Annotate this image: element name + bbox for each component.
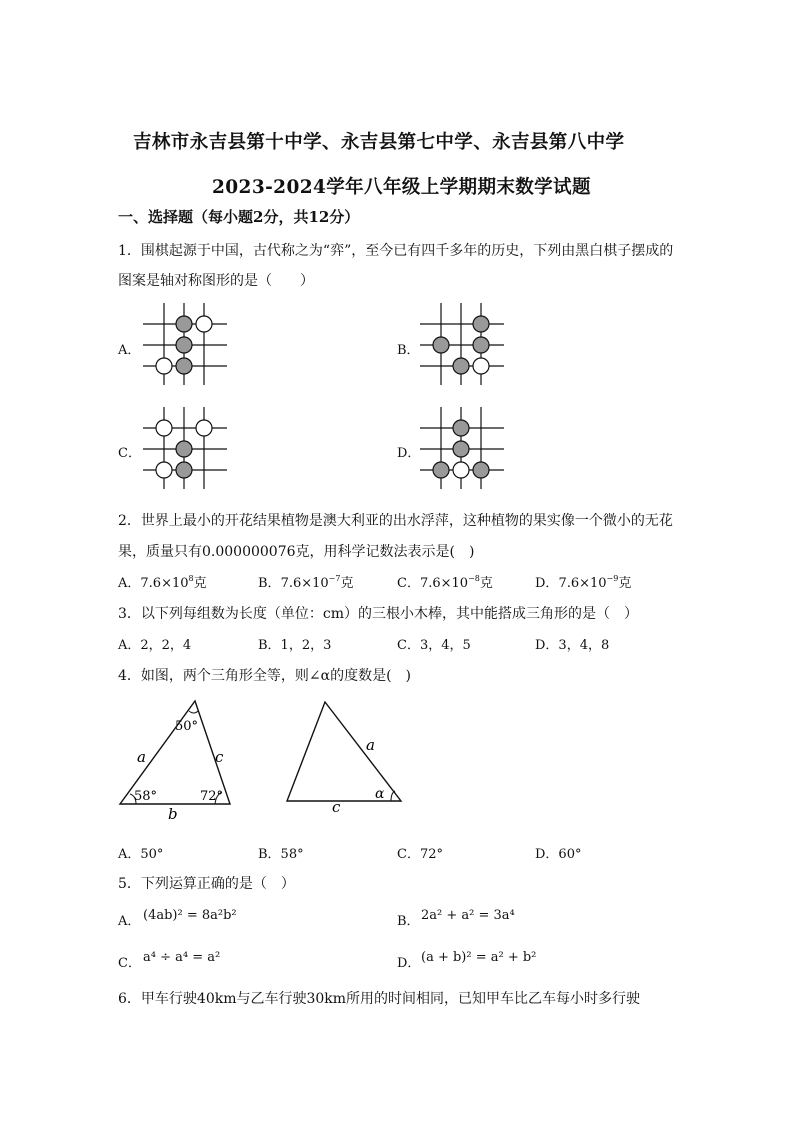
q2-option-d: D．$7.6\times 10^{-9}$克 xyxy=(535,574,632,591)
go-board-c xyxy=(143,407,227,489)
go-stone-gray xyxy=(176,316,192,332)
q4-option-b: B．58° xyxy=(258,847,304,862)
side-label-a-2: a xyxy=(366,736,375,754)
q1-stem-line1: 1．围棋起源于中国，古代称之为“弈”，至今已有四千多年的历史，下列由黑白棋子摆成的 xyxy=(118,243,674,259)
triangle-figure-1 xyxy=(112,695,242,825)
q2-option-c: C．$7.6\times 10^{-8}$克 xyxy=(397,574,493,591)
q1-option-d-label: D． xyxy=(397,446,421,461)
go-stone-gray xyxy=(176,462,192,478)
q3-option-a: A．2，2，4 xyxy=(118,638,192,653)
go-board-a xyxy=(143,303,227,385)
side-label-a: a xyxy=(137,748,146,766)
go-stone-white xyxy=(156,358,172,374)
go-stone-gray xyxy=(176,358,192,374)
q1-option-b-label: B． xyxy=(397,343,420,358)
q1-stem-line2: 图案是轴对称图形的是（ ） xyxy=(118,273,314,289)
q2-stem-line1: 2．世界上最小的开花结果植物是澳大利亚的出水浮萍，这种植物的果实像一个微小的无花 xyxy=(118,513,673,529)
q5-option-d-expr: (a + b)² = a² + b² xyxy=(421,950,537,965)
go-board-b xyxy=(420,303,504,385)
q2-option-b: B．$7.6\times 10^{-7}$克 xyxy=(258,574,354,591)
go-board-d xyxy=(420,407,504,489)
go-stone-gray xyxy=(473,337,489,353)
q2-option-a: A．$7.6\times 10^8$克 xyxy=(118,574,207,591)
q5-option-c-expr: a⁴ ÷ a⁴ = a² xyxy=(143,950,221,965)
q2-stem-line2: 果，质量只有0.000000076克，用科学记数法表示是( ) xyxy=(118,544,475,560)
section-heading: 一、选择题（每小题2分，共12分） xyxy=(118,208,360,226)
go-stone-gray xyxy=(176,441,192,457)
q1-option-a-label: A． xyxy=(118,343,141,358)
go-stone-gray xyxy=(473,316,489,332)
side-label-c: c xyxy=(215,748,224,766)
side-label-b: b xyxy=(168,805,178,823)
go-stone-white xyxy=(156,420,172,436)
page-title-line1: 吉林市永吉县第十中学、永吉县第七中学、永吉县第八中学 xyxy=(133,132,625,153)
page-title-line2: 2023-2024学年八年级上学期期末数学试题 xyxy=(212,177,591,198)
go-stone-gray xyxy=(473,462,489,478)
q5-option-c-label: C． xyxy=(118,956,141,971)
q5-option-a-expr: (4ab)² = 8a²b² xyxy=(143,908,237,923)
q4-stem: 4．如图，两个三角形全等，则∠α的度数是( ) xyxy=(118,668,412,684)
q3-option-d: D．3，4，8 xyxy=(535,638,610,653)
go-stone-gray xyxy=(453,358,469,374)
angle-arc-apex xyxy=(189,711,198,713)
go-stone-gray xyxy=(453,441,469,457)
q3-stem: 3．以下列每组数为长度（单位：cm）的三根小木棒，其中能搭成三角形的是（ ） xyxy=(118,606,639,622)
q5-option-b-label: B． xyxy=(397,914,420,929)
q4-option-c: C．72° xyxy=(397,847,443,862)
go-stone-gray xyxy=(433,462,449,478)
go-stone-gray xyxy=(433,337,449,353)
q3-option-c: C．3，4，5 xyxy=(397,638,471,653)
q4-option-a: A．50° xyxy=(118,847,164,862)
q1-option-c-label: C． xyxy=(118,446,141,461)
go-stone-white xyxy=(196,420,212,436)
triangle-figure-2 xyxy=(283,695,413,825)
go-stone-white xyxy=(196,316,212,332)
angle-label-left: 58° xyxy=(134,789,158,804)
go-stone-white xyxy=(156,462,172,478)
q5-option-a-label: A． xyxy=(118,914,141,929)
q4-option-d: D．60° xyxy=(535,847,582,862)
q5-option-b-expr: 2a² + a² = 3a⁴ xyxy=(421,908,515,923)
angle-label-alpha: α xyxy=(375,786,385,802)
q3-option-b: B．1，2，3 xyxy=(258,638,332,653)
angle-label-apex: 50° xyxy=(175,719,199,734)
side-label-c-2: c xyxy=(332,798,341,816)
go-stone-white xyxy=(453,462,469,478)
q6-stem: 6．甲车行驶40km与乙车行驶30km所用的时间相同，已知甲车比乙车每小时多行驶 xyxy=(118,991,641,1007)
q5-option-d-label: D． xyxy=(397,956,421,971)
angle-label-right: 72° xyxy=(200,789,224,804)
go-stone-gray xyxy=(453,420,469,436)
go-stone-gray xyxy=(176,337,192,353)
go-stone-white xyxy=(473,358,489,374)
q5-stem: 5．下列运算正确的是（ ） xyxy=(118,876,295,892)
